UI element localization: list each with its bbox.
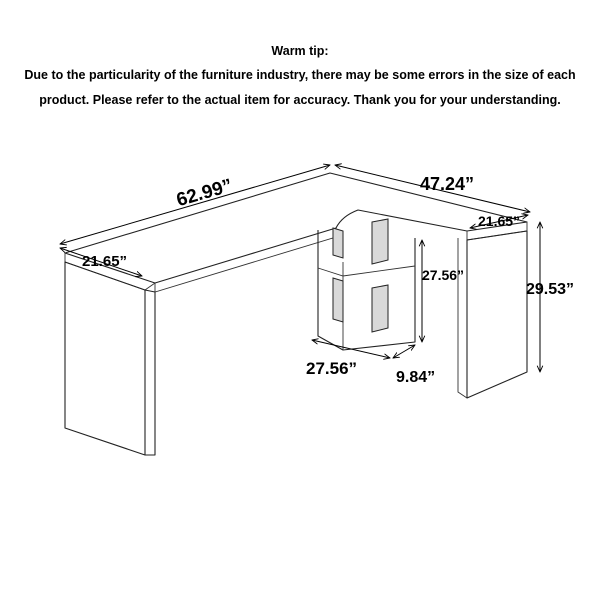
label-long-length: 62.99”: [174, 175, 235, 212]
dimension-labels: [82, 174, 574, 386]
shelf-opening-2: [372, 219, 388, 264]
left-leg-front-side: [145, 290, 155, 455]
label-height: 29.53”: [526, 281, 575, 298]
label-right-depth: 21.65”: [478, 213, 521, 229]
shelf-opening-3: [333, 278, 343, 322]
shelf-divider: [318, 266, 415, 276]
l-shaped-desk: [65, 173, 527, 455]
label-left-depth: 21.65”: [82, 253, 128, 270]
shelf-depth-arrow: [393, 345, 415, 358]
label-short-length: 47.24”: [420, 174, 475, 194]
warm-tip-line-2: product. Please refer to the actual item for accuracy. Thank you for your understanding.: [39, 93, 561, 107]
left-leg-panel: [65, 262, 145, 455]
shelf-width-arrow: [312, 340, 390, 358]
shelf-opening-4: [372, 285, 388, 332]
warm-tip-line-1: Due to the particularity of the furniture industry, there may be some errors in the size of each: [24, 68, 576, 82]
right-leg-inner-edge: [458, 238, 467, 398]
dimension-lines: [60, 165, 540, 372]
label-shelf-width: 27.56”: [306, 359, 358, 378]
desk-top-edge-front: [155, 228, 336, 292]
label-shelf-height: 27.56”: [422, 267, 465, 283]
warm-tip-title: Warm tip:: [271, 44, 329, 58]
label-shelf-depth: 9.84”: [396, 369, 436, 386]
shelf-opening-1: [333, 228, 343, 258]
right-leg-panel: [467, 231, 527, 398]
